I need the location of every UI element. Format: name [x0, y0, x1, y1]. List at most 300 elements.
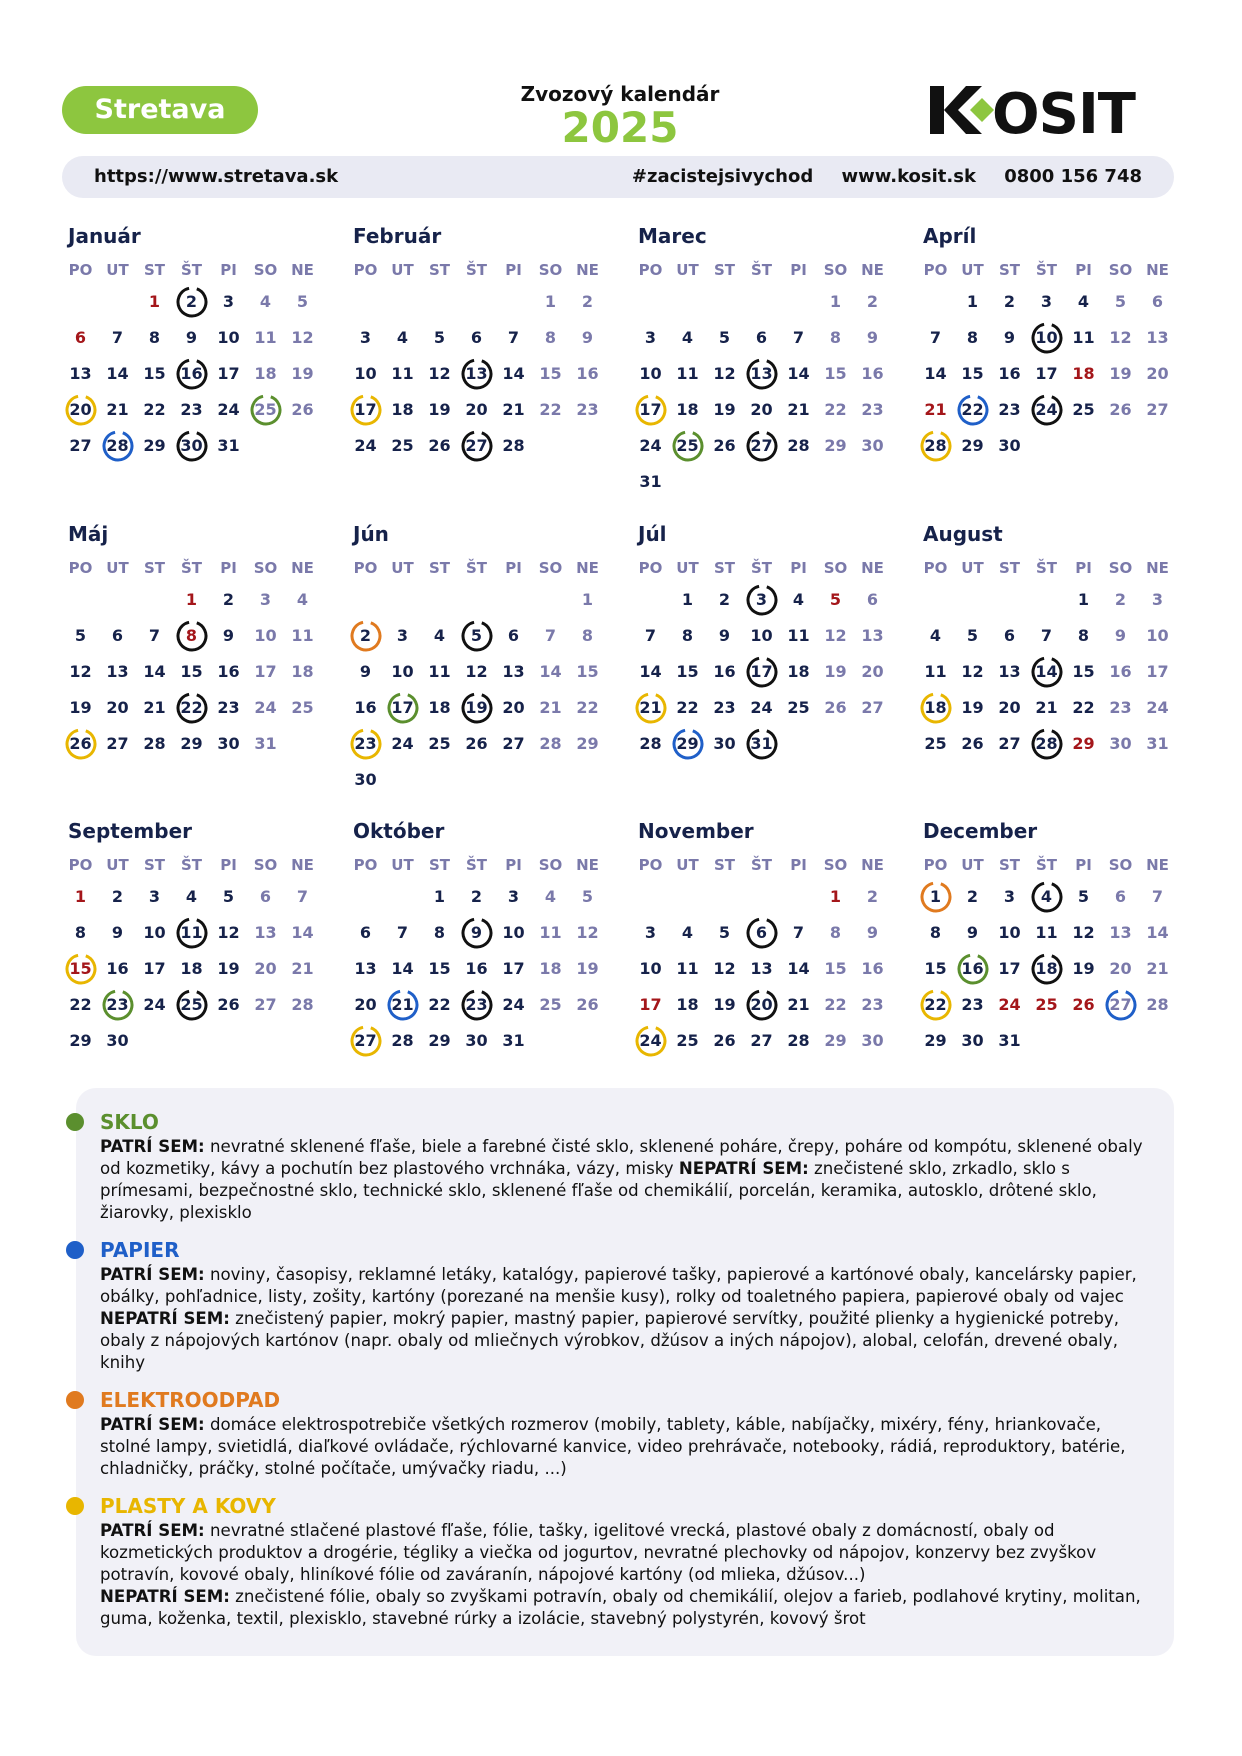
weekday-label: UT	[391, 559, 414, 577]
day-cell: 22	[1072, 698, 1095, 717]
day-cell: 11	[428, 662, 451, 681]
day-cell: 4	[681, 923, 694, 942]
day-cell: 21	[143, 698, 166, 717]
calendar-title	[470, 82, 770, 150]
day-cell: 3	[1151, 590, 1164, 609]
weekday-label: ŠT	[465, 261, 488, 279]
day-cell: 12	[465, 662, 488, 681]
day-cell: 13	[106, 662, 129, 681]
day-cell: 6	[1114, 887, 1127, 906]
month-grid	[347, 851, 611, 1059]
day-cell: 12	[291, 328, 314, 347]
day-cell: 4	[396, 328, 409, 347]
weekday-label: ST	[713, 261, 736, 279]
day-cell: 29	[961, 436, 984, 455]
day-cell: 19	[824, 662, 847, 681]
day-cell: 5	[296, 292, 309, 311]
day-cell: 14	[291, 923, 314, 942]
day-cell: 2	[347, 618, 384, 654]
plastic-not-text: znečistené fólie, obaly so zvyškami potravín, obaly od chemikálií, olejov a farieb, podlahové krytiny, molitan, guma, koženka, textil, plexisklo, stavebné rúrky a izolácie, stavebný polystyrén, kovový šrot	[100, 1587, 1141, 1628]
weekday-label: NE	[861, 559, 884, 577]
month-9	[62, 819, 326, 1059]
weekday-label: ŠT	[465, 856, 488, 874]
weekday-label: UT	[106, 856, 129, 874]
day-cell: 29	[180, 734, 203, 753]
legend-glass	[76, 1110, 1174, 1224]
day-cell: 21	[787, 995, 810, 1014]
day-cell: 20	[998, 698, 1021, 717]
day-cell: 22	[824, 995, 847, 1014]
day-cell: 2	[1003, 292, 1016, 311]
day-cell: 6	[470, 328, 483, 347]
day-cell: 28	[639, 734, 662, 753]
day-cell: 21	[632, 690, 669, 726]
day-cell: 8	[544, 328, 557, 347]
day-cell: 31	[217, 436, 240, 455]
weekday-label: PI	[790, 856, 807, 874]
month-grid	[347, 256, 611, 464]
day-cell: 31	[502, 1031, 525, 1050]
day-cell: 1	[74, 887, 87, 906]
day-cell: 19	[69, 698, 92, 717]
month-name: November	[638, 819, 754, 843]
day-cell: 20	[62, 392, 99, 428]
month-3	[632, 224, 896, 500]
weekday-label: ŠT	[750, 559, 773, 577]
day-cell: 7	[396, 923, 409, 942]
day-cell: 1	[917, 879, 954, 915]
legend-plastic	[76, 1494, 1174, 1630]
day-cell: 16	[861, 364, 884, 383]
day-cell: 6	[743, 915, 780, 951]
legend-glass-title-text: SKLO	[100, 1110, 159, 1134]
electro-belongs-text: domáce elektrospotrebiče všetkých rozmerov (mobily, tablety, káble, nabíjačky, mixéry, fény, hriankovače, stolné lampy, svietidlá, diaľkové ovládače, rýchlovarné kanvice, video prehrávače, notebooky, rádiá, reproduktory, batérie, chladničky, práčky, stolné počítače, umývačky riadu, ...)	[100, 1415, 1126, 1478]
weekday-label: SO	[253, 856, 278, 874]
month-grid	[62, 554, 326, 762]
day-cell: 25	[1035, 995, 1058, 1014]
day-cell: 10	[639, 364, 662, 383]
weekday-label: NE	[576, 559, 599, 577]
day-cell: 16	[354, 698, 377, 717]
day-cell: 23	[99, 987, 136, 1023]
weekday-label: UT	[106, 559, 129, 577]
weekday-label: UT	[106, 261, 129, 279]
day-cell: 14	[391, 959, 414, 978]
day-cell: 1	[966, 292, 979, 311]
day-cell: 23	[458, 987, 495, 1023]
weekday-label: ST	[998, 261, 1021, 279]
day-cell: 20	[254, 959, 277, 978]
weekday-label: PI	[790, 261, 807, 279]
day-cell: 5	[1114, 292, 1127, 311]
day-cell: 28	[539, 734, 562, 753]
day-cell: 24	[632, 1023, 669, 1059]
weekday-label: NE	[576, 261, 599, 279]
month-name: September	[68, 819, 192, 843]
weekday-label: NE	[291, 559, 314, 577]
day-cell: 5	[222, 887, 235, 906]
day-cell: 1	[829, 887, 842, 906]
weekday-label: UT	[676, 856, 699, 874]
month-1	[62, 224, 326, 464]
weekday-label: ŠT	[180, 559, 203, 577]
weekday-label: PO	[638, 261, 663, 279]
day-cell: 17	[639, 995, 662, 1014]
day-cell: 15	[824, 959, 847, 978]
day-cell: 17	[217, 364, 240, 383]
month-grid	[62, 256, 326, 464]
day-cell: 2	[966, 887, 979, 906]
town-badge: Stretava	[62, 86, 258, 134]
day-cell: 26	[824, 698, 847, 717]
weekday-label: UT	[961, 559, 984, 577]
day-cell: 7	[1040, 626, 1053, 645]
day-cell: 9	[718, 626, 731, 645]
day-cell: 9	[185, 328, 198, 347]
weekday-label: PO	[638, 559, 663, 577]
day-cell: 4	[259, 292, 272, 311]
phone-number[interactable]: 0800 156 748	[1004, 166, 1142, 187]
day-cell: 30	[861, 1031, 884, 1050]
day-cell: 18	[676, 400, 699, 419]
month-11	[632, 819, 896, 1059]
day-cell: 15	[539, 364, 562, 383]
day-cell: 15	[961, 364, 984, 383]
day-cell: 7	[111, 328, 124, 347]
day-cell: 25	[391, 436, 414, 455]
day-cell: 23	[576, 400, 599, 419]
day-cell: 14	[639, 662, 662, 681]
day-cell: 13	[743, 356, 780, 392]
weekday-label: ST	[428, 856, 451, 874]
day-cell: 29	[824, 1031, 847, 1050]
day-cell: 8	[1077, 626, 1090, 645]
day-cell: 15	[676, 662, 699, 681]
legend-paper-title-text: PAPIER	[100, 1238, 180, 1262]
day-cell: 3	[148, 887, 161, 906]
day-cell: 8	[74, 923, 87, 942]
day-cell: 3	[259, 590, 272, 609]
day-cell: 24	[1146, 698, 1169, 717]
weekday-label: ŠT	[1035, 261, 1058, 279]
day-cell: 2	[173, 284, 210, 320]
day-cell: 8	[829, 923, 842, 942]
day-cell: 7	[507, 328, 520, 347]
day-cell: 16	[861, 959, 884, 978]
weekday-label: PI	[505, 559, 522, 577]
day-cell: 6	[1003, 626, 1016, 645]
day-cell: 28	[1028, 726, 1065, 762]
day-cell: 16	[106, 959, 129, 978]
weekday-label: SO	[253, 261, 278, 279]
day-cell: 31	[254, 734, 277, 753]
legend-glass-text	[76, 1136, 1174, 1224]
day-cell: 30	[998, 436, 1021, 455]
weekday-label: ŠT	[180, 856, 203, 874]
weekday-label: ST	[713, 856, 736, 874]
day-cell: 8	[581, 626, 594, 645]
day-cell: 25	[173, 987, 210, 1023]
day-cell: 13	[1109, 923, 1132, 942]
day-cell: 14	[787, 364, 810, 383]
day-cell: 29	[143, 436, 166, 455]
day-cell: 1	[148, 292, 161, 311]
glass-not-label: NEPATRÍ SEM:	[678, 1159, 809, 1178]
month-name: Máj	[68, 522, 109, 546]
day-cell: 26	[1072, 995, 1095, 1014]
kosit-website-link[interactable]: www.kosit.sk	[841, 166, 976, 187]
day-cell: 2	[718, 590, 731, 609]
day-cell: 16	[576, 364, 599, 383]
day-cell: 20	[465, 400, 488, 419]
day-cell: 28	[787, 1031, 810, 1050]
weekday-label: NE	[861, 856, 884, 874]
month-2	[347, 224, 611, 464]
weekday-label: ŠT	[465, 559, 488, 577]
month-grid	[917, 851, 1181, 1059]
weekday-label: ST	[143, 261, 166, 279]
weekday-label: SO	[823, 856, 848, 874]
day-cell: 3	[644, 923, 657, 942]
day-cell: 13	[502, 662, 525, 681]
weekday-label: PI	[1075, 559, 1092, 577]
day-cell: 13	[69, 364, 92, 383]
day-cell: 5	[433, 328, 446, 347]
day-cell: 13	[458, 356, 495, 392]
day-cell: 26	[961, 734, 984, 753]
day-cell: 19	[428, 400, 451, 419]
day-cell: 7	[148, 626, 161, 645]
weekday-label: SO	[1108, 261, 1133, 279]
day-cell: 19	[713, 995, 736, 1014]
paper-not-label: NEPATRÍ SEM:	[100, 1309, 230, 1328]
day-cell: 13	[861, 626, 884, 645]
day-cell: 17	[143, 959, 166, 978]
day-cell: 29	[576, 734, 599, 753]
day-cell: 29	[1072, 734, 1095, 753]
day-cell: 14	[924, 364, 947, 383]
day-cell: 23	[180, 400, 203, 419]
legend-electro	[76, 1388, 1174, 1480]
day-cell: 6	[866, 590, 879, 609]
day-cell: 18	[254, 364, 277, 383]
day-cell: 3	[507, 887, 520, 906]
day-cell: 26	[217, 995, 240, 1014]
day-cell: 4	[792, 590, 805, 609]
day-cell: 12	[576, 923, 599, 942]
day-cell: 10	[998, 923, 1021, 942]
day-cell: 27	[106, 734, 129, 753]
day-cell: 2	[581, 292, 594, 311]
day-cell: 26	[576, 995, 599, 1014]
svg-text:OSIT: OSIT	[992, 82, 1135, 140]
weekday-label: PI	[220, 261, 237, 279]
day-cell: 18	[676, 995, 699, 1014]
day-cell: 27	[458, 428, 495, 464]
month-name: Apríl	[923, 224, 977, 248]
day-cell: 30	[1109, 734, 1132, 753]
day-cell: 26	[62, 726, 99, 762]
month-6	[347, 522, 611, 798]
day-cell: 24	[354, 436, 377, 455]
day-cell: 9	[111, 923, 124, 942]
day-cell: 11	[173, 915, 210, 951]
day-cell: 22	[824, 400, 847, 419]
day-cell: 6	[359, 923, 372, 942]
weekday-label: UT	[391, 856, 414, 874]
day-cell: 27	[347, 1023, 384, 1059]
day-cell: 8	[929, 923, 942, 942]
day-cell: 18	[428, 698, 451, 717]
day-cell: 8	[829, 328, 842, 347]
weekday-label: SO	[823, 261, 848, 279]
weekday-label: SO	[538, 856, 563, 874]
day-cell: 9	[581, 328, 594, 347]
day-cell: 16	[173, 356, 210, 392]
day-cell: 5	[966, 626, 979, 645]
weekday-label: PO	[353, 261, 378, 279]
month-name: August	[923, 522, 1003, 546]
day-cell: 20	[1109, 959, 1132, 978]
day-cell: 6	[1151, 292, 1164, 311]
month-grid	[62, 851, 326, 1059]
weekday-label: PI	[220, 856, 237, 874]
day-cell: 30	[106, 1031, 129, 1050]
paper-belongs-label: PATRÍ SEM:	[100, 1265, 205, 1284]
day-cell: 22	[576, 698, 599, 717]
day-cell: 25	[676, 1031, 699, 1050]
day-cell: 27	[502, 734, 525, 753]
day-cell: 27	[861, 698, 884, 717]
day-cell: 22	[69, 995, 92, 1014]
legend-paper-text	[76, 1264, 1174, 1374]
day-cell: 1	[1077, 590, 1090, 609]
day-cell: 11	[676, 364, 699, 383]
day-cell: 4	[929, 626, 942, 645]
day-cell: 20	[502, 698, 525, 717]
day-cell: 23	[861, 400, 884, 419]
day-cell: 3	[743, 582, 780, 618]
day-cell: 28	[99, 428, 136, 464]
day-cell: 4	[544, 887, 557, 906]
day-cell: 5	[718, 328, 731, 347]
day-cell: 15	[924, 959, 947, 978]
day-cell: 15	[180, 662, 203, 681]
day-cell: 18	[291, 662, 314, 681]
day-cell: 30	[217, 734, 240, 753]
legend-electro-title	[76, 1388, 1174, 1414]
day-cell: 31	[743, 726, 780, 762]
weekday-label: ST	[998, 559, 1021, 577]
town-website-link[interactable]: https://www.stretava.sk	[94, 166, 339, 187]
weekday-label: PO	[68, 559, 93, 577]
day-cell: 25	[669, 428, 706, 464]
plastic-dot-icon	[66, 1497, 84, 1515]
day-cell: 15	[62, 951, 99, 987]
day-cell: 19	[713, 400, 736, 419]
glass-belongs-text: nevratné sklenené fľaše, biele a farebné čisté sklo, sklenené poháre, črepy, poháre od kompótu, sklenené obaly od kozmetiky, kávy a pochutín bez plastového vrchnáka, vázy, misky	[100, 1137, 1143, 1178]
day-cell: 17	[998, 959, 1021, 978]
day-cell: 4	[433, 626, 446, 645]
day-cell: 2	[866, 292, 879, 311]
plastic-belongs-text: nevratné stlačené plastové fľaše, fólie, tašky, igelitové vrecká, plastové obaly z domácností, obaly od kozmetických produktov a drogérie, tégliky a viečka od jogurtov, nevratné plechovky od nápojov, konzervy bez zvyškov potravín, kovové obaly, hliníkové fólie od zaváranín, nápojové kartóny (od mlieka, džúsov...)	[100, 1521, 1097, 1584]
day-cell: 24	[143, 995, 166, 1014]
day-cell: 11	[1072, 328, 1095, 347]
day-cell: 14	[1146, 923, 1169, 942]
day-cell: 4	[296, 590, 309, 609]
month-name: Júl	[638, 522, 667, 546]
day-cell: 30	[861, 436, 884, 455]
weekday-label: SO	[1108, 856, 1133, 874]
day-cell: 27	[743, 428, 780, 464]
weekday-label: ST	[428, 559, 451, 577]
weekday-label: ŠT	[1035, 559, 1058, 577]
day-cell: 28	[1146, 995, 1169, 1014]
day-cell: 27	[69, 436, 92, 455]
day-cell: 7	[792, 328, 805, 347]
month-grid	[632, 851, 896, 1059]
electro-dot-icon	[66, 1391, 84, 1409]
day-cell: 8	[148, 328, 161, 347]
day-cell: 14	[539, 662, 562, 681]
day-cell: 2	[470, 887, 483, 906]
day-cell: 2	[1114, 590, 1127, 609]
day-cell: 14	[143, 662, 166, 681]
day-cell: 12	[713, 959, 736, 978]
day-cell: 3	[1040, 292, 1053, 311]
day-cell: 21	[539, 698, 562, 717]
day-cell: 29	[924, 1031, 947, 1050]
day-cell: 10	[143, 923, 166, 942]
day-cell: 13	[750, 959, 773, 978]
day-cell: 11	[924, 662, 947, 681]
weekday-label: UT	[676, 559, 699, 577]
day-cell: 18	[917, 690, 954, 726]
month-grid	[347, 554, 611, 798]
day-cell: 1	[544, 292, 557, 311]
day-cell: 6	[111, 626, 124, 645]
weekday-label: ŠT	[180, 261, 203, 279]
day-cell: 17	[502, 959, 525, 978]
day-cell: 13	[254, 923, 277, 942]
day-cell: 22	[539, 400, 562, 419]
day-cell: 17	[1146, 662, 1169, 681]
day-cell: 27	[998, 734, 1021, 753]
day-cell: 16	[465, 959, 488, 978]
weekday-label: PI	[505, 856, 522, 874]
day-cell: 29	[669, 726, 706, 762]
day-cell: 11	[539, 923, 562, 942]
day-cell: 27	[750, 1031, 773, 1050]
weekday-label: PO	[353, 559, 378, 577]
day-cell: 9	[359, 662, 372, 681]
month-10	[347, 819, 611, 1059]
day-cell: 3	[396, 626, 409, 645]
day-cell: 12	[217, 923, 240, 942]
kosit-logo	[930, 80, 1180, 140]
weekday-label: NE	[291, 856, 314, 874]
plastic-belongs-label: PATRÍ SEM:	[100, 1521, 205, 1540]
month-12	[917, 819, 1181, 1059]
day-cell: 4	[681, 328, 694, 347]
day-cell: 14	[106, 364, 129, 383]
weekday-label: NE	[291, 261, 314, 279]
day-cell: 18	[539, 959, 562, 978]
month-grid	[632, 554, 896, 762]
day-cell: 5	[581, 887, 594, 906]
month-name: Január	[68, 224, 141, 248]
weekday-label: ŠT	[750, 261, 773, 279]
